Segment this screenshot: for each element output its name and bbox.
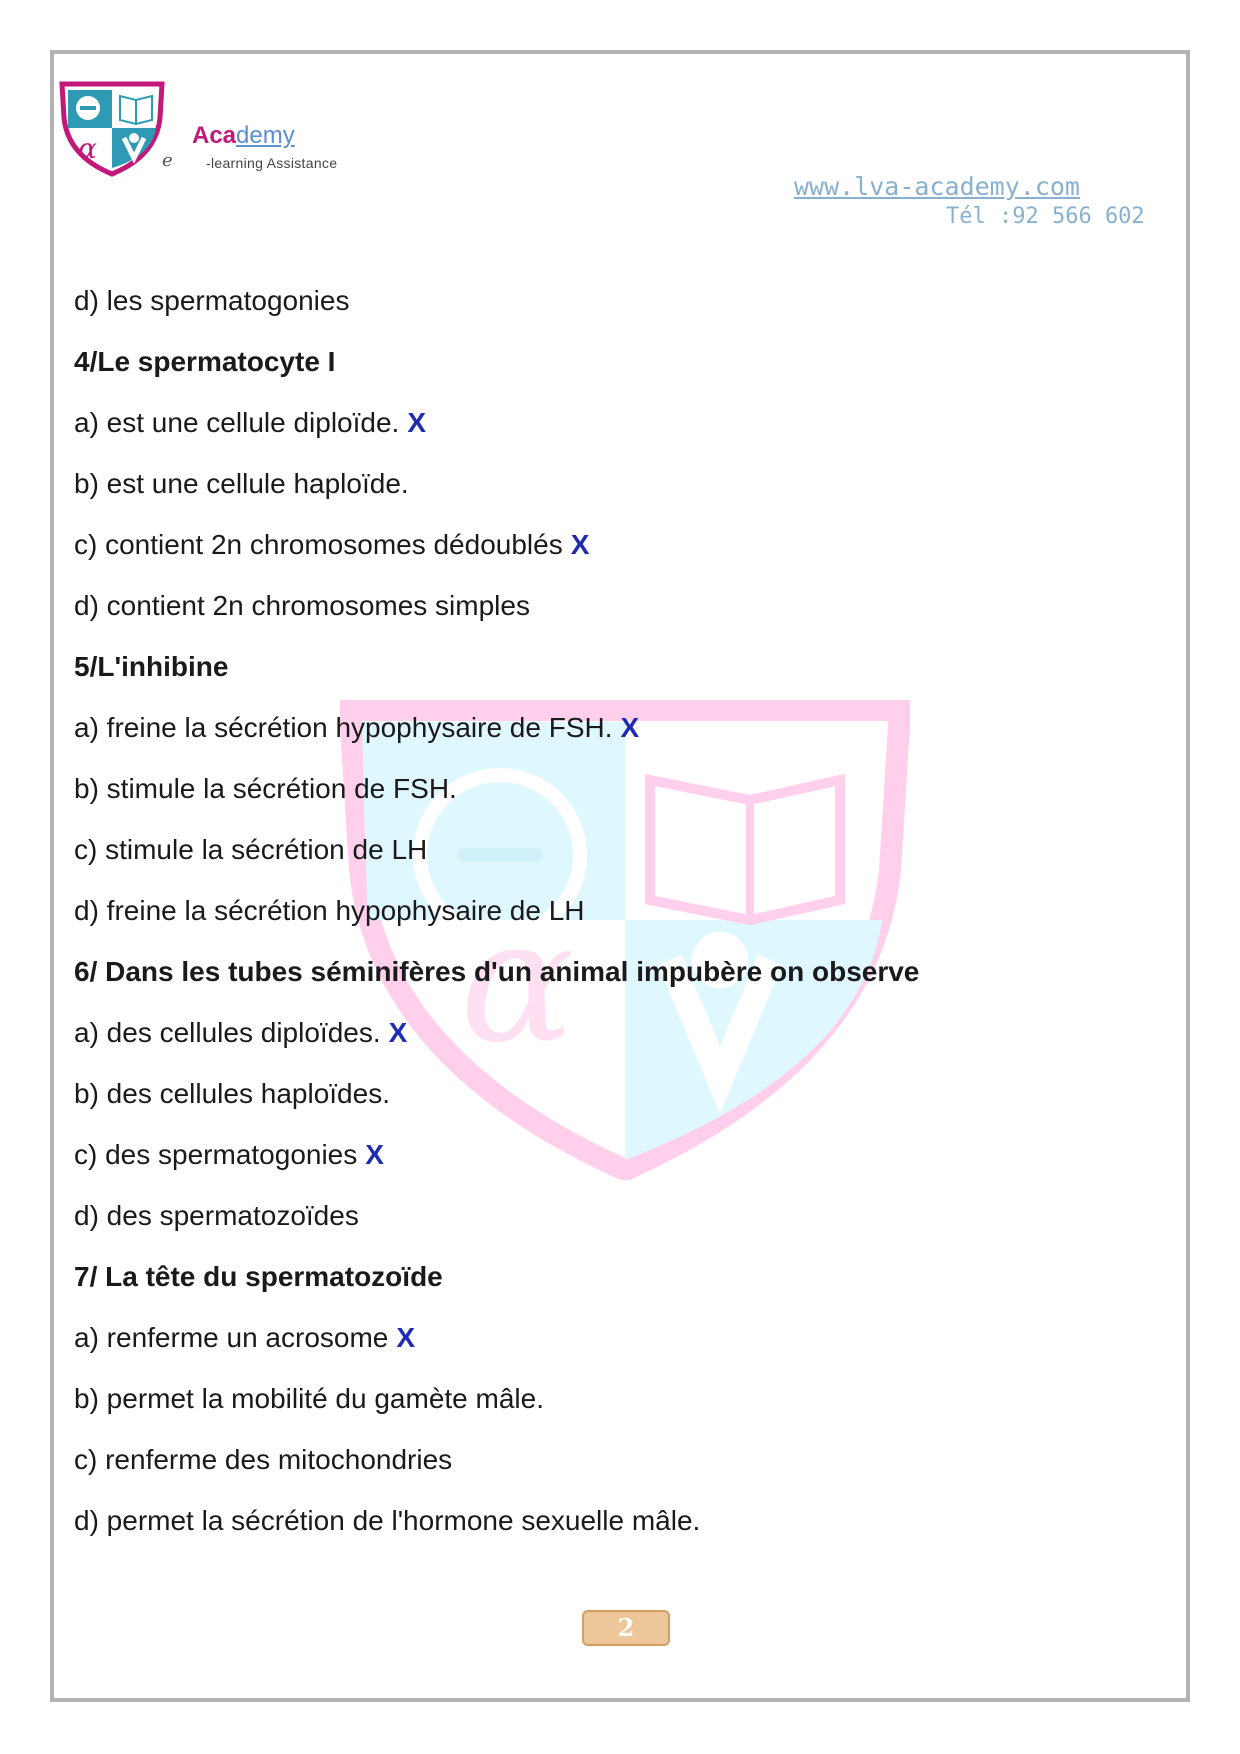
- line-text: d) contient 2n chromosomes simples: [74, 590, 530, 621]
- answer-option: [74, 1124, 919, 1185]
- line-text: 6/ Dans les tubes séminifères d'un animal impubère on observe: [74, 956, 920, 987]
- academy-logo-icon: [56, 78, 168, 178]
- answer-option: [74, 880, 919, 941]
- line-text: b) stimule la sécrétion de FSH.: [74, 773, 457, 804]
- line-text: b) des cellules haploïdes.: [74, 1078, 390, 1109]
- correct-answer-mark: X: [570, 529, 590, 560]
- correct-answer-mark: X: [365, 1139, 384, 1170]
- correct-answer-mark: X: [396, 1322, 416, 1353]
- correct-answer-mark: X: [388, 1017, 408, 1048]
- svg-text:α: α: [460, 883, 575, 1081]
- question-list: [74, 270, 919, 1551]
- line-text: d) freine la sécrétion hypophysaire de LH: [74, 895, 585, 926]
- brand-name-part2: demy: [236, 122, 295, 149]
- line-text: c) contient 2n chromosomes dédoublés: [74, 529, 563, 560]
- answer-option: [74, 575, 919, 636]
- answer-option: [74, 1002, 919, 1063]
- line-text: d) des spermatozoïdes: [74, 1200, 359, 1231]
- answer-option: [74, 1490, 919, 1551]
- line-text: 5/L'inhibine: [74, 651, 229, 682]
- line-text: d) les spermatogonies: [74, 285, 350, 316]
- line-text: a) des cellules diploïdes.: [74, 1017, 381, 1048]
- line-text: c) renferme des mitochondries: [74, 1444, 453, 1475]
- line-text: d) permet la sécrétion de l'hormone sexuelle mâle.: [74, 1505, 701, 1536]
- answer-option: [74, 1185, 919, 1246]
- answer-option: [74, 819, 919, 880]
- line-text: 4/Le spermatocyte I: [74, 346, 336, 377]
- answer-option: [74, 1307, 919, 1368]
- question-heading: [74, 941, 919, 1002]
- line-text: b) est une cellule haploïde.: [74, 468, 409, 499]
- answer-option: [74, 514, 919, 575]
- line-text: a) freine la sécrétion hypophysaire de FSH.: [74, 712, 613, 743]
- phone-number: Tél :92 566 602: [946, 204, 1145, 229]
- answer-option: [74, 1063, 919, 1124]
- answer-option: [74, 270, 919, 331]
- answer-option: [74, 1368, 919, 1429]
- question-heading: [74, 1246, 919, 1307]
- brand-subtitle: -learning Assistance: [206, 155, 338, 171]
- answer-option: [74, 697, 919, 758]
- answer-option: [74, 453, 919, 514]
- website-link[interactable]: www.lva-academy.com: [794, 172, 1080, 201]
- answer-option: [74, 1429, 919, 1490]
- line-text: b) permet la mobilité du gamète mâle.: [74, 1383, 544, 1414]
- question-heading: [74, 331, 919, 392]
- line-text: a) est une cellule diploïde.: [74, 407, 400, 438]
- brand-name-part1: Aca: [192, 122, 237, 149]
- question-heading: [74, 636, 919, 697]
- answer-option: [74, 392, 919, 453]
- brand-name: [192, 122, 295, 150]
- page-number: 2: [582, 1610, 670, 1646]
- line-text: c) des spermatogonies: [74, 1139, 358, 1170]
- correct-answer-mark: X: [407, 407, 427, 438]
- line-text: c) stimule la sécrétion de LH: [74, 834, 428, 865]
- brand-e: e: [162, 150, 173, 171]
- line-text: a) renferme un acrosome: [74, 1322, 389, 1353]
- answer-option: [74, 758, 919, 819]
- correct-answer-mark: X: [620, 712, 640, 743]
- svg-text:α: α: [78, 132, 97, 165]
- line-text: 7/ La tête du spermatozoïde: [74, 1261, 443, 1292]
